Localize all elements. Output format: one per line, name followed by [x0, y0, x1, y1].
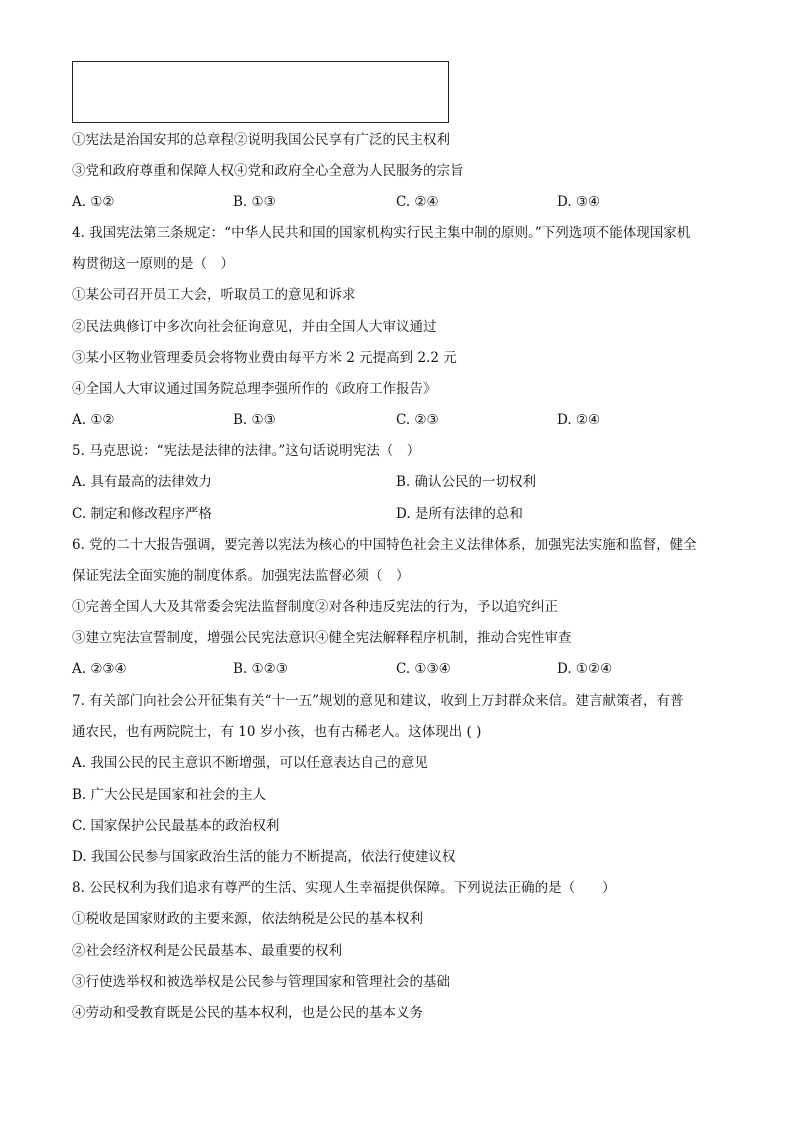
q6-option-d: D. ①②④: [557, 661, 613, 677]
q3-statements-1-2: ①宪法是治国安邦的总章程②说明我国公民享有广泛的民主权利: [72, 132, 450, 148]
q5-option-c: C. 制定和修改程序严格: [72, 506, 212, 522]
q4-stem-line1: 4. 我国宪法第三条规定：“中华人民共和国的国家机构实行民主集中制的原则。”下列选项不能体现国家机: [72, 225, 691, 241]
q7-stem-line2: 通农民，也有两院院士，有 10 岁小孩，也有古稀老人。这体现出 ( ): [72, 724, 482, 740]
q7-option-c: C. 国家保护公民最基本的政治权利: [72, 818, 280, 834]
q7-option-b: B. 广大公民是国家和社会的主人: [72, 787, 267, 803]
blank-answer-box: [72, 61, 449, 123]
q4-option-b: B. ①③: [233, 412, 276, 428]
q4-stem-line2: 构贯彻这一原则的是（ ）: [72, 256, 234, 272]
q3-option-d: D. ③④: [557, 194, 601, 210]
q6-option-c: C. ①③④: [396, 661, 451, 677]
q4-option-c: C. ②③: [396, 412, 439, 428]
q6-statements-3-4: ③建立宪法宣誓制度，增强公民宪法意识④健全宪法解释程序机制，推动合宪性审查: [72, 630, 572, 646]
q3-option-a: A. ①②: [72, 194, 115, 210]
q4-statement-3: ③某小区物业管理委员会将物业费由每平方米 2 元提高到 2.2 元: [72, 350, 457, 366]
q8-statement-1: ①税收是国家财政的主要来源，依法纳税是公民的基本权利: [72, 911, 423, 927]
q8-statement-2: ②社会经济权利是公民最基本、最重要的权利: [72, 943, 342, 959]
q3-option-c: C. ②④: [396, 194, 439, 210]
q4-statement-1: ①某公司召开员工大会，听取员工的意见和诉求: [72, 287, 356, 303]
q6-option-b: B. ①②③: [233, 661, 288, 677]
q8-statement-3: ③行使选举权和被选举权是公民参与管理国家和管理社会的基础: [72, 974, 450, 990]
q8-stem: 8. 公民权利为我们追求有尊严的生活、实现人生幸福提供保障。下列说法正确的是（ ）: [72, 880, 616, 896]
q4-statement-4: ④全国人大审议通过国务院总理李强所作的《政府工作报告》: [72, 381, 437, 397]
q7-option-d: D. 我国公民参与国家政治生活的能力不断提高，依法行使建议权: [72, 849, 456, 865]
q3-statements-3-4: ③党和政府尊重和保障人权④党和政府全心全意为人民服务的宗旨: [72, 163, 464, 179]
q6-option-a: A. ②③④: [72, 661, 127, 677]
q6-statements-1-2: ①完善全国人大及其常委会宪法监督制度②对各种违反宪法的行为，予以追究纠正: [72, 599, 558, 615]
q7-stem-line1: 7. 有关部门向社会公开征集有关“十一五”规划的意见和建议，收到上万封群众来信。建言献策者，有普: [72, 693, 684, 709]
q8-statement-4: ④劳动和受教育既是公民的基本权利，也是公民的基本义务: [72, 1005, 423, 1021]
q5-option-a: A. 具有最高的法律效力: [72, 474, 212, 490]
q5-stem: 5. 马克思说：“宪法是法律的法律。”这句话说明宪法（ ）: [72, 443, 421, 459]
q3-option-b: B. ①③: [233, 194, 276, 210]
q7-option-a: A. 我国公民的民主意识不断增强，可以任意表达自己的意见: [72, 755, 428, 771]
q4-statement-2: ②民法典修订中多次向社会征询意见，并由全国人大审议通过: [72, 319, 437, 335]
q6-stem-line1: 6. 党的二十大报告强调，要完善以宪法为核心的中国特色社会主义法律体系，加强宪法实施和监督，健全: [72, 537, 697, 553]
q4-option-d: D. ②④: [557, 412, 601, 428]
q4-option-a: A. ①②: [72, 412, 115, 428]
q6-stem-line2: 保证宪法全面实施的制度体系。加强宪法监督必须（ ）: [72, 568, 410, 584]
q5-option-b: B. 确认公民的一切权利: [396, 474, 537, 490]
q5-option-d: D. 是所有法律的总和: [396, 506, 523, 522]
